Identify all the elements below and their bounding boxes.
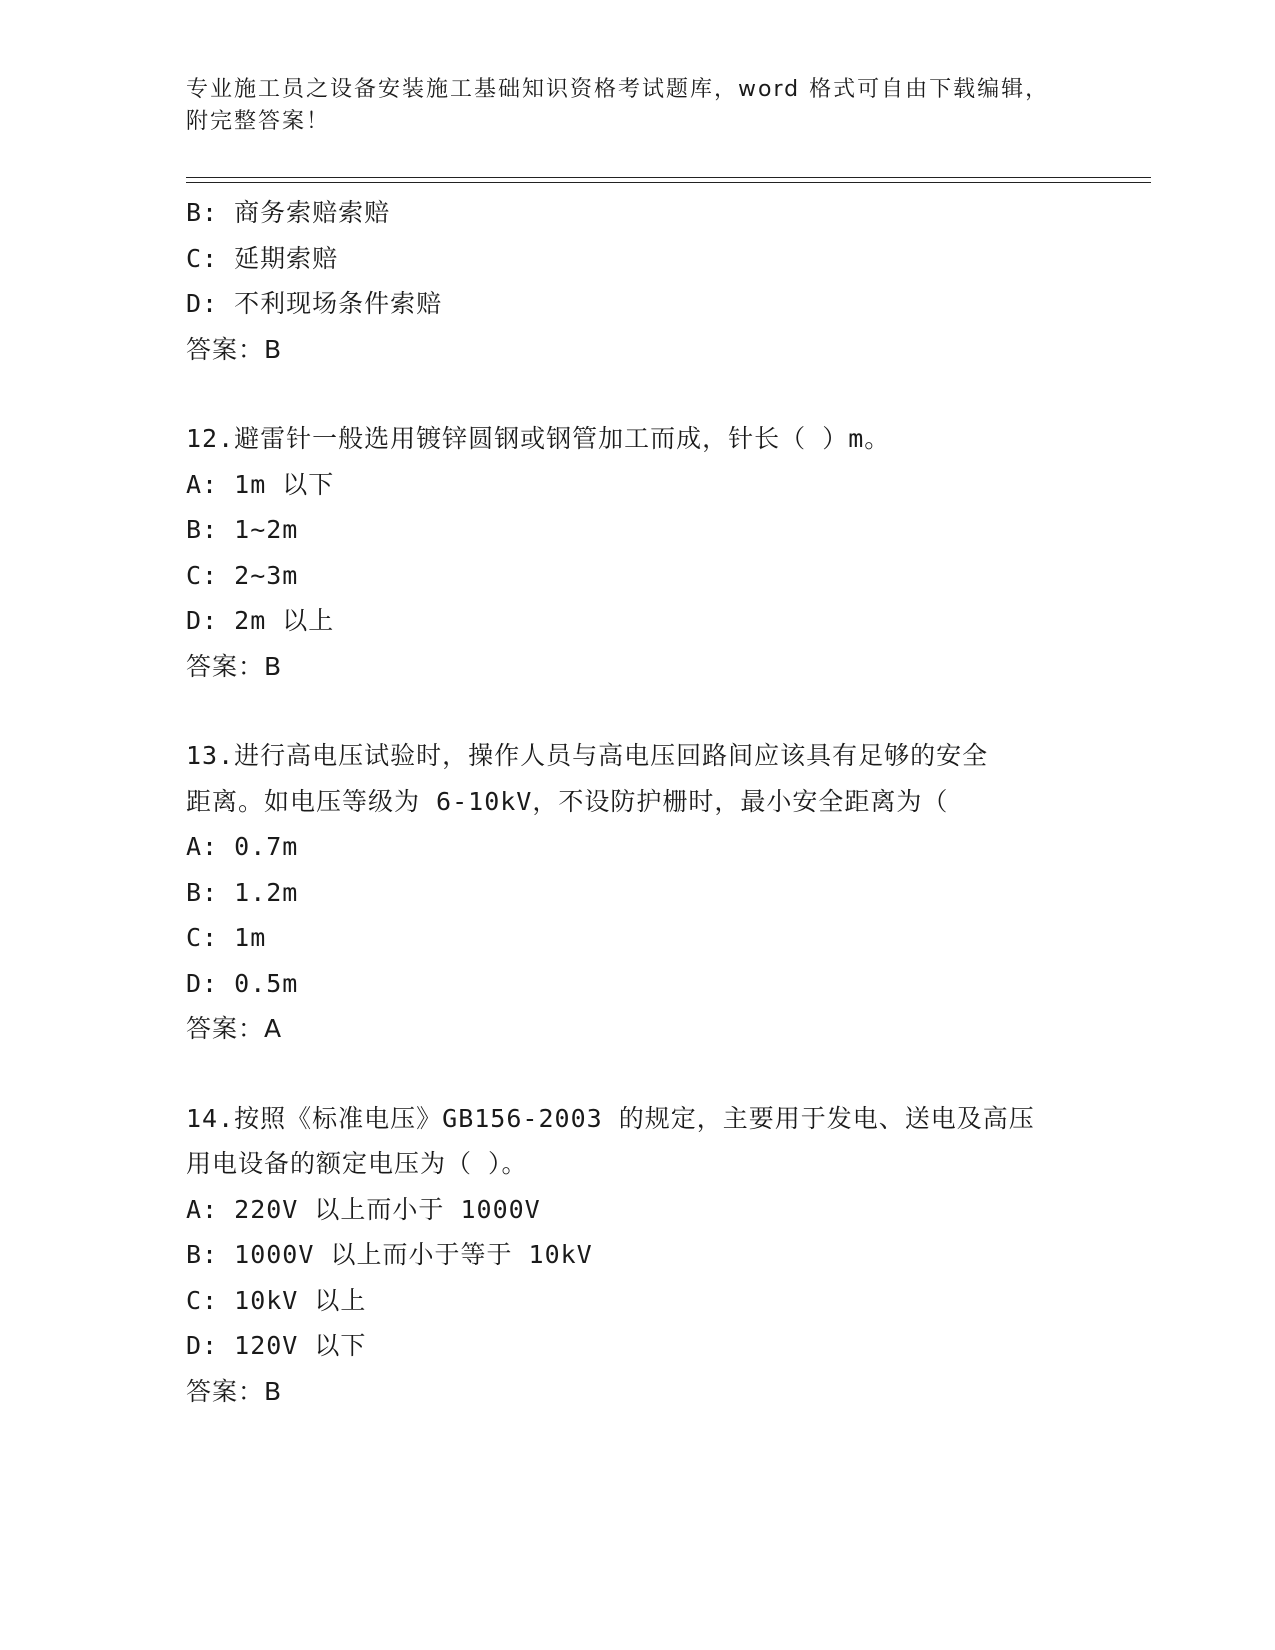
option-c: C: 1m [186, 923, 267, 952]
option-a: A: 220V 以上而小于 1000V [186, 1194, 541, 1224]
option-b: B: 1000V 以上而小于等于 10kV [186, 1240, 593, 1269]
question-text: 12.避雷针一般选用镀锌圆钢或钢管加工而成，针长（ ）m。 [186, 424, 891, 453]
question-list [186, 190, 1086, 1414]
question-14 [186, 1096, 1086, 1415]
question-11-continued [186, 190, 1086, 372]
question-13 [186, 733, 1086, 1052]
question-text-line-2: 用电设备的额定电压为（ ）。 [186, 1149, 528, 1178]
header-divider-top [186, 177, 1151, 178]
option-d: D: 0.5m [186, 968, 299, 998]
header-line-2: 附完整答案！ [186, 109, 331, 134]
question-12 [186, 416, 1086, 689]
header-divider-bottom [186, 182, 1151, 183]
option-d: D: 2m 以上 [186, 606, 335, 635]
header-line-1: 专业施工员之设备安装施工基础知识资格考试题库，word 格式可自由下载编辑， [186, 77, 1050, 102]
question-text-line-2: 距离。如电压等级为 6-10kV，不设防护栅时，最小安全距离为（ [186, 786, 949, 816]
answer: 答案：A [186, 1014, 283, 1043]
question-text-line-1: 13.进行高电压试验时，操作人员与高电压回路间应该具有足够的安全 [186, 741, 989, 770]
option-b: B: 商务索赔索赔 [186, 198, 391, 227]
option-c: C: 2~3m [186, 560, 299, 590]
answer: 答案：B [186, 334, 283, 364]
answer: 答案：B [186, 1376, 283, 1406]
option-b: B: 1.2m [186, 877, 299, 907]
option-a: A: 1m 以下 [186, 469, 335, 499]
question-text-line-1: 14.按照《标准电压》GB156-2003 的规定，主要用于发电、送电及高压 [186, 1103, 1035, 1133]
option-d: D: 不利现场条件索赔 [186, 289, 443, 318]
option-a: A: 0.7m [186, 832, 299, 861]
option-b: B: 1~2m [186, 515, 299, 544]
document-header [186, 74, 1066, 138]
option-c: C: 延期索赔 [186, 243, 339, 273]
option-d: D: 120V 以下 [186, 1331, 367, 1360]
answer: 答案：B [186, 651, 283, 681]
option-c: C: 10kV 以上 [186, 1285, 367, 1315]
